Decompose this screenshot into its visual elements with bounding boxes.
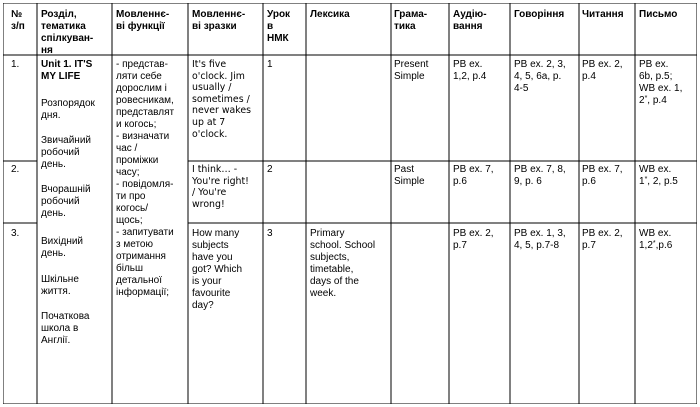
row3-speaking: PB ex. 1, 3, 4, 5, p.7-8 <box>514 228 566 251</box>
row3-lexis: Primary school. School subjects, timetable, days of the week. <box>310 228 376 299</box>
row3-writing: WB ex. 1,2*,p.6 <box>639 228 673 251</box>
row2-reading: PB ex. 7, p.6 <box>582 164 623 187</box>
row2-speech-samples: I think… - You're right! / You're wrong! <box>192 164 249 210</box>
row1-reading: PB ex. 2, p.4 <box>582 59 623 82</box>
asterisk-mark: * <box>644 176 648 183</box>
header-speech-functions: Мовленнє- ві функції <box>116 9 170 32</box>
header-reading: Читання <box>582 9 624 20</box>
topic-item: Початкова школа в Англії. <box>41 311 90 346</box>
row3-lesson: 3 <box>267 228 273 239</box>
unit-title: Unit 1. IT'S MY LIFE <box>41 59 93 82</box>
row2-number: 2. <box>11 164 20 175</box>
row2-writing: WB ex. 1*, 2, p.5 <box>639 164 678 187</box>
row3-speech-samples: How many subjects have you got? Which is your favourite day? <box>192 228 243 311</box>
header-lexis: Лексика <box>310 9 350 20</box>
row1-writing: PB ex. 6b, p.5; WB ex. 1, 2*, p.4 <box>639 59 683 106</box>
header-grammar: Грама- тика <box>394 9 428 32</box>
header-lesson: Урок в НМК <box>267 9 291 44</box>
asterisk-mark: * <box>644 95 648 102</box>
topic-item: Вчорашній робочий день. <box>41 184 91 219</box>
row1-speech-samples: It's five o'clock. Jim usually / sometimes / never wakes up at 7 o'clock. <box>192 59 252 140</box>
row1-lesson: 1 <box>267 59 273 70</box>
row1-speaking: PB ex. 2, 3, 4, 5, 6a, p. 4-5 <box>514 59 566 94</box>
row1-grammar: Present Simple <box>394 59 429 82</box>
header-listening: Аудію- вання <box>453 9 487 32</box>
topic-item: Шкільне життя. <box>41 274 79 297</box>
topic-item: Розпорядок дня. <box>41 98 95 121</box>
row3-listening: PB ex. 2, p.7 <box>453 228 494 251</box>
header-speaking: Говоріння <box>514 9 565 20</box>
topic-item: Вихідний день. <box>41 236 84 259</box>
asterisk-mark: * <box>652 240 656 247</box>
row2-grammar: Past Simple <box>394 164 425 187</box>
row2-lesson: 2 <box>267 164 273 175</box>
row3-number: 3. <box>11 228 20 239</box>
header-section-topic: Розділ, тематика спілкуван- ня <box>41 9 94 56</box>
speech-functions-list: - представ- ляти себе дорослим і ровесникам, представлят и когось; - визначати час / проміжки часу; - повідомля- ти про когось/ щось; - запитувати з метою отримання більш детальної інформації; <box>116 59 175 298</box>
row2-speaking: PB ex. 7, 8, 9, p. 6 <box>514 164 566 187</box>
header-speech-samples: Мовленнє- ві зразки <box>192 9 246 32</box>
topic-item: Звичайний робочий день. <box>41 135 91 170</box>
row1-listening: PB ex. 1,2, p.4 <box>453 59 487 82</box>
row1-number: 1. <box>11 59 20 70</box>
header-number: № з/п <box>11 9 25 32</box>
row2-listening: PB ex. 7, p.6 <box>453 164 494 187</box>
header-writing: Письмо <box>639 9 678 20</box>
row3-reading: PB ex. 2, p.7 <box>582 228 623 251</box>
